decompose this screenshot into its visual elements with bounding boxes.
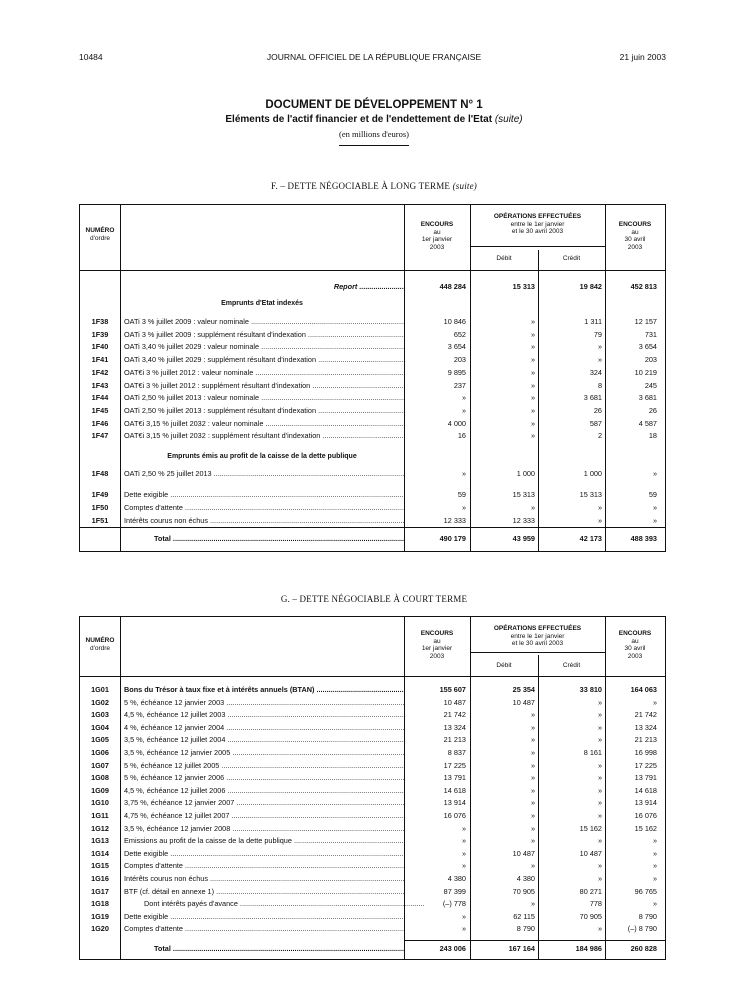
row-code: 1G17 — [91, 886, 109, 896]
table-row — [80, 418, 665, 429]
table-row — [80, 380, 665, 391]
group-indexed-loans: Emprunts d'Etat indexés — [221, 300, 303, 307]
report-encours-debut: 448 284 — [439, 282, 466, 291]
row-debit: » — [530, 748, 535, 757]
row-encours-fin: 13 914 — [634, 798, 657, 808]
total-debit: 43 959 — [512, 534, 535, 543]
table-row — [80, 354, 665, 365]
issue-date: 21 juin 2003 — [619, 52, 666, 62]
row-label: BTF (cf. détail en annexe 1) ..... — [124, 886, 404, 897]
total-encours-debut: 490 179 — [439, 534, 466, 543]
row-credit: 324 — [589, 367, 602, 377]
table-row — [80, 848, 665, 859]
row-debit: » — [530, 735, 535, 745]
row-encours-debut: 4 000 — [447, 418, 466, 428]
row-label: Dont intérêts payés d'avance ..... — [124, 898, 424, 909]
row-debit: » — [530, 861, 535, 871]
row-code: 1F44 — [91, 393, 109, 403]
row-debit: » — [530, 836, 535, 846]
row-label: 4,5 %, échéance 12 juillet 2006 ..... — [124, 785, 404, 796]
row-encours-fin: » — [652, 861, 657, 871]
row-credit: » — [597, 924, 602, 934]
row-encours-fin: » — [652, 899, 657, 909]
row-debit: » — [530, 431, 535, 441]
row-debit: » — [530, 760, 535, 770]
row-code: 1G01 — [91, 685, 109, 694]
row-code: 1G03 — [91, 710, 109, 720]
row-encours-debut: 10 487 — [443, 697, 466, 707]
row-code: 1G04 — [91, 722, 109, 732]
row-encours-fin: 13 791 — [634, 773, 657, 783]
row-credit: » — [597, 773, 602, 783]
report-encours-fin: 452 813 — [630, 282, 657, 291]
row-debit: 10 487 — [512, 848, 535, 858]
row-credit: 8 161 — [583, 748, 602, 757]
row-debit: 62 115 — [513, 911, 535, 921]
row-code: 1F39 — [91, 329, 109, 339]
table-row — [80, 911, 665, 922]
row-encours-debut: » — [461, 405, 466, 415]
row-encours-debut: 4 380 — [447, 874, 466, 883]
row-debit: 25 354 — [512, 685, 535, 694]
row-code: 1G07 — [91, 760, 109, 770]
row-label: Dette exigible ..... — [124, 489, 404, 500]
table-row — [80, 430, 665, 441]
total-row — [80, 533, 665, 544]
row-code: 1F45 — [91, 405, 109, 415]
row-debit: » — [530, 785, 535, 795]
total-encours-fin: 260 828 — [630, 944, 657, 953]
row-encours-fin: 164 063 — [630, 685, 657, 694]
header-numero: NUMÉRO d'ordre — [85, 227, 115, 242]
document-title: DOCUMENT DE DÉVELOPPEMENT N° 1 — [265, 99, 483, 111]
row-encours-debut: 203 — [453, 355, 466, 365]
row-encours-debut: » — [461, 503, 466, 512]
total-label: Total ..... — [124, 943, 404, 954]
row-encours-fin: 16 076 — [634, 811, 657, 820]
report-debit: 15 313 — [512, 282, 535, 291]
row-code: 1F46 — [91, 418, 109, 428]
table-short-term-debt — [79, 616, 666, 960]
report-credit: 19 842 — [579, 282, 602, 291]
row-debit: » — [530, 823, 535, 833]
total-encours-debut: 243 006 — [439, 944, 466, 953]
row-code: 1G10 — [91, 798, 109, 808]
row-encours-debut: 237 — [453, 380, 466, 390]
row-credit: 80 271 — [579, 886, 602, 896]
row-encours-debut: 21 213 — [443, 735, 466, 745]
table-row — [80, 760, 665, 771]
row-code: 1F48 — [91, 469, 109, 478]
row-label: OATi 3,40 % juillet 2029 : supplément résultant d'indexation ..... — [124, 354, 404, 365]
header-encours-fin: ENCOURS au 30 avril 2003 — [618, 221, 652, 251]
row-label: Dette exigible ..... — [124, 848, 404, 859]
table-row — [80, 341, 665, 352]
row-label: OATi 2,50 % juillet 2013 : supplément résultant d'indexation ..... — [124, 405, 404, 416]
row-debit: 1 000 — [516, 469, 535, 478]
document-unit: (en millions d'euros) — [339, 129, 409, 139]
total-row — [80, 943, 665, 954]
row-label: Comptes d'attente ..... — [124, 502, 404, 513]
group-cdp-loans: Emprunts émis au profit de la caisse de la dette publique — [167, 453, 357, 460]
row-debit: » — [530, 367, 535, 377]
row-label: 3,5 %, échéance 12 janvier 2008 ..... — [124, 823, 404, 834]
row-encours-fin: » — [652, 697, 657, 707]
row-debit: » — [530, 811, 535, 820]
row-encours-debut: » — [461, 848, 466, 858]
header-credit: Crédit — [562, 662, 581, 669]
row-credit: » — [597, 760, 602, 770]
row-encours-fin: 731 — [644, 329, 657, 339]
row-encours-fin: 17 225 — [634, 760, 657, 770]
row-credit: 15 162 — [579, 823, 602, 833]
row-encours-debut: 3 654 — [447, 342, 466, 352]
table-row — [80, 316, 665, 327]
row-encours-debut: 16 076 — [443, 811, 466, 820]
row-code: 1G02 — [91, 697, 109, 707]
row-encours-debut: 16 — [457, 431, 466, 441]
row-encours-debut: » — [461, 469, 466, 478]
row-encours-debut: 10 846 — [443, 317, 466, 326]
row-credit: 79 — [593, 329, 602, 339]
row-encours-fin: 13 324 — [634, 722, 657, 732]
row-credit: 778 — [589, 899, 602, 909]
row-encours-debut: 17 225 — [443, 760, 466, 770]
row-code: 1F49 — [91, 490, 109, 499]
header-numero: NUMÉRO d'ordre — [85, 637, 115, 652]
row-encours-fin: 3 681 — [638, 393, 657, 403]
table-row — [80, 734, 665, 745]
row-label: Dette exigible ..... — [124, 911, 404, 922]
row-code: 1G13 — [91, 836, 109, 846]
row-credit: » — [597, 503, 602, 512]
row-code: 1F38 — [91, 317, 109, 326]
row-credit: » — [597, 355, 602, 365]
row-encours-fin: 59 — [648, 490, 657, 499]
document-subtitle: Eléments de l'actif financier et de l'endettement de l'Etat (suite) — [225, 114, 523, 125]
row-debit: » — [530, 798, 535, 808]
row-credit: » — [597, 516, 602, 525]
row-encours-debut: 9 895 — [447, 367, 466, 377]
table-row — [80, 873, 665, 884]
row-encours-debut: 13 324 — [443, 722, 466, 732]
table-row — [80, 367, 665, 378]
row-debit: » — [530, 899, 535, 909]
row-code: 1F41 — [91, 355, 109, 365]
header-operations: OPÉRATIONS EFFECTUÉES entre le 1er janvier et le 30 avril 2003 — [493, 625, 582, 647]
report-row — [80, 281, 665, 292]
row-credit: » — [597, 735, 602, 745]
row-credit: 8 — [597, 380, 602, 390]
table-row — [80, 810, 665, 821]
row-label: Comptes d'attente ..... — [124, 923, 404, 934]
row-label: OAT€i 3,15 % juillet 2032 : valeur nominale ..... — [124, 418, 404, 429]
row-credit: 26 — [593, 405, 602, 415]
journal-title: JOURNAL OFFICIEL DE LA RÉPUBLIQUE FRANÇAISE — [266, 52, 482, 62]
header-credit: Crédit — [562, 255, 581, 262]
row-label: OATi 2,50 % 25 juillet 2013 ..... — [124, 468, 404, 479]
row-label: 5 %, échéance 12 janvier 2006 ..... — [124, 772, 404, 783]
table-row — [80, 835, 665, 846]
row-encours-fin: 10 219 — [634, 367, 657, 377]
table-row — [80, 797, 665, 808]
row-encours-fin: 18 — [648, 431, 657, 441]
row-label: 4 %, échéance 12 janvier 2004 ..... — [124, 722, 404, 733]
row-credit: 70 905 — [579, 911, 602, 921]
row-encours-debut: » — [461, 393, 466, 403]
row-credit: » — [597, 798, 602, 808]
row-code: 1G20 — [91, 924, 109, 934]
row-label: OATi 3 % juillet 2009 : valeur nominale ..... — [124, 316, 404, 327]
row-label: OAT€i 3,15 % juillet 2032 : supplément résultant d'indexation ..... — [124, 430, 404, 441]
table-row — [80, 684, 665, 695]
row-encours-debut: (–) 778 — [442, 899, 466, 909]
row-code: 1G09 — [91, 785, 109, 795]
row-encours-fin: 26 — [648, 405, 657, 415]
row-label: 3,75 %, échéance 12 janvier 2007 ..... — [124, 797, 404, 808]
row-credit: » — [597, 836, 602, 846]
row-encours-debut: 21 742 — [443, 710, 466, 720]
row-credit: » — [597, 811, 602, 820]
row-debit: » — [530, 405, 535, 415]
report-label: Report ...................... — [333, 282, 404, 291]
row-code: 1G05 — [91, 735, 109, 745]
row-encours-fin: 203 — [644, 355, 657, 365]
table-row — [80, 697, 665, 708]
row-encours-debut: 59 — [457, 490, 466, 499]
table-row — [80, 860, 665, 871]
row-encours-debut: 155 607 — [439, 685, 466, 694]
row-label: OAT€i 3 % juillet 2012 : valeur nominale ..... — [124, 367, 404, 378]
header-operations: OPÉRATIONS EFFECTUÉES entre le 1er janvier et le 30 avril 2003 — [493, 213, 582, 235]
row-label: 4,5 %, échéance 12 juillet 2003 ..... — [124, 709, 404, 720]
row-credit: » — [597, 710, 602, 720]
row-label: 4,75 %, échéance 12 juillet 2007 ..... — [124, 810, 404, 821]
row-label: OATi 3 % juillet 2009 : supplément résultant d'indexation ..... — [124, 329, 404, 340]
row-code: 1G11 — [91, 811, 109, 820]
row-label: 3,5 %, échéance 12 janvier 2005 ..... — [124, 747, 404, 758]
table-row — [80, 329, 665, 340]
table-row — [80, 405, 665, 416]
row-encours-debut: 12 333 — [443, 516, 466, 525]
header-encours-debut: ENCOURS au 1er janvier 2003 — [420, 221, 454, 251]
row-credit: 587 — [589, 418, 602, 428]
table-row — [80, 898, 665, 909]
total-debit: 167 164 — [508, 944, 535, 953]
row-credit: » — [597, 697, 602, 707]
row-credit: 2 — [597, 431, 602, 441]
row-debit: 15 313 — [512, 490, 535, 499]
table-row — [80, 747, 665, 758]
row-encours-fin: 3 654 — [638, 342, 657, 352]
table-row — [80, 772, 665, 783]
row-credit: 1 000 — [583, 469, 602, 478]
row-credit: 15 313 — [579, 490, 602, 499]
row-encours-debut: 14 618 — [443, 785, 466, 795]
row-encours-debut: 13 914 — [443, 798, 466, 808]
title-rule — [339, 145, 409, 146]
table-row — [80, 722, 665, 733]
table-row — [80, 502, 665, 513]
table-row — [80, 392, 665, 403]
row-encours-debut: 652 — [453, 329, 466, 339]
row-debit: 12 333 — [512, 516, 535, 525]
row-debit: 4 380 — [516, 874, 535, 883]
row-debit: » — [530, 329, 535, 339]
row-code: 1F47 — [91, 431, 109, 441]
row-encours-fin: 15 162 — [634, 823, 657, 833]
row-credit: » — [597, 722, 602, 732]
row-label: Emissions au profit de la caisse de la dette publique ..... — [124, 835, 404, 846]
row-debit: » — [530, 418, 535, 428]
table-row — [80, 515, 665, 526]
row-code: 1G06 — [91, 748, 109, 757]
row-label: OAT€i 3 % juillet 2012 : supplément résultant d'indexation ..... — [124, 380, 404, 391]
row-debit: » — [530, 355, 535, 365]
row-label: Intérêts courus non échus ..... — [124, 515, 404, 526]
row-debit: » — [530, 393, 535, 403]
row-debit: 8 790 — [516, 924, 535, 934]
row-encours-fin: 8 790 — [638, 911, 657, 921]
row-label: 5 %, échéance 12 juillet 2005 ..... — [124, 760, 404, 771]
row-debit: » — [530, 722, 535, 732]
row-encours-fin: 16 998 — [634, 748, 657, 757]
row-encours-fin: 12 157 — [634, 317, 657, 326]
row-credit: 1 311 — [584, 317, 602, 326]
row-credit: » — [597, 342, 602, 352]
row-code: 1F40 — [91, 342, 109, 352]
row-label: OATi 3,40 % juillet 2029 : valeur nominale ..... — [124, 341, 404, 352]
header-encours-debut: ENCOURS au 1er janvier 2003 — [420, 630, 454, 660]
row-debit: 70 905 — [512, 886, 535, 896]
row-code: 1G16 — [91, 874, 109, 883]
table-long-term-debt — [79, 204, 666, 552]
page-number: 10484 — [79, 52, 103, 62]
row-code: 1G08 — [91, 773, 109, 783]
row-encours-debut: 13 791 — [443, 773, 466, 783]
row-encours-debut: » — [461, 924, 466, 934]
row-encours-debut: 87 399 — [443, 886, 466, 896]
row-encours-fin: » — [652, 503, 657, 512]
row-code: 1F42 — [91, 367, 109, 377]
row-debit: 10 487 — [512, 697, 535, 707]
table-row — [80, 468, 665, 479]
row-encours-fin: (–) 8 790 — [627, 924, 657, 934]
row-encours-debut: » — [461, 836, 466, 846]
total-encours-fin: 488 393 — [630, 534, 657, 543]
section-g-title: G. – DETTE NÉGOCIABLE À COURT TERME — [280, 594, 468, 604]
row-debit: » — [530, 317, 535, 326]
header-encours-fin: ENCOURS au 30 avril 2003 — [618, 630, 652, 660]
row-encours-fin: » — [652, 469, 657, 478]
row-code: 1G12 — [91, 823, 109, 833]
header-debit: Débit — [496, 255, 512, 262]
row-code: 1G19 — [91, 911, 109, 921]
row-encours-debut: » — [461, 823, 466, 833]
row-label: Intérêts courus non échus ..... — [124, 873, 404, 884]
row-code: 1G15 — [91, 861, 109, 871]
row-debit: » — [530, 710, 535, 720]
row-code: 1F43 — [91, 380, 109, 390]
row-code: 1G18 — [91, 899, 109, 909]
table-row — [80, 823, 665, 834]
row-encours-debut: » — [461, 911, 466, 921]
row-credit: 33 810 — [579, 685, 602, 694]
row-code: 1G14 — [91, 848, 109, 858]
table-row — [80, 886, 665, 897]
row-credit: » — [597, 861, 602, 871]
row-encours-fin: » — [652, 848, 657, 858]
row-credit: 3 681 — [583, 393, 602, 403]
table-row — [80, 785, 665, 796]
row-encours-debut: » — [461, 861, 466, 871]
row-encours-fin: 14 618 — [634, 785, 657, 795]
row-label: Bons du Trésor à taux fixe et à intérêts annuels (BTAN) ..... — [124, 684, 404, 695]
header-debit: Débit — [496, 662, 512, 669]
row-label: 3,5 %, échéance 12 juillet 2004 ..... — [124, 734, 404, 745]
row-debit: » — [530, 503, 535, 512]
row-encours-fin: 21 213 — [634, 735, 657, 745]
row-label: 5 %, échéance 12 janvier 2003 ..... — [124, 697, 404, 708]
row-encours-fin: » — [652, 874, 657, 883]
row-encours-fin: 245 — [644, 380, 657, 390]
row-code: 1F50 — [91, 503, 109, 512]
row-credit: 10 487 — [579, 848, 602, 858]
row-label: Comptes d'attente ..... — [124, 860, 404, 871]
row-encours-debut: 8 837 — [447, 748, 466, 757]
row-debit: » — [530, 773, 535, 783]
row-debit: » — [530, 380, 535, 390]
total-label: Total ..... — [124, 533, 404, 544]
row-encours-fin: 96 765 — [634, 886, 657, 896]
row-credit: » — [597, 785, 602, 795]
row-credit: » — [597, 874, 602, 883]
row-code: 1F51 — [91, 516, 109, 525]
table-row — [80, 489, 665, 500]
table-row — [80, 709, 665, 720]
total-credit: 184 986 — [575, 944, 602, 953]
row-encours-fin: » — [652, 516, 657, 525]
row-label: OATi 2,50 % juillet 2013 : valeur nominale ..... — [124, 392, 404, 403]
total-credit: 42 173 — [579, 534, 602, 543]
row-debit: » — [530, 342, 535, 352]
row-encours-fin: 4 587 — [638, 418, 657, 428]
section-f-title: F. – DETTE NÉGOCIABLE À LONG TERME (suite) — [270, 181, 477, 191]
row-encours-fin: 21 742 — [634, 710, 657, 720]
table-row — [80, 923, 665, 934]
row-encours-fin: » — [652, 836, 657, 846]
